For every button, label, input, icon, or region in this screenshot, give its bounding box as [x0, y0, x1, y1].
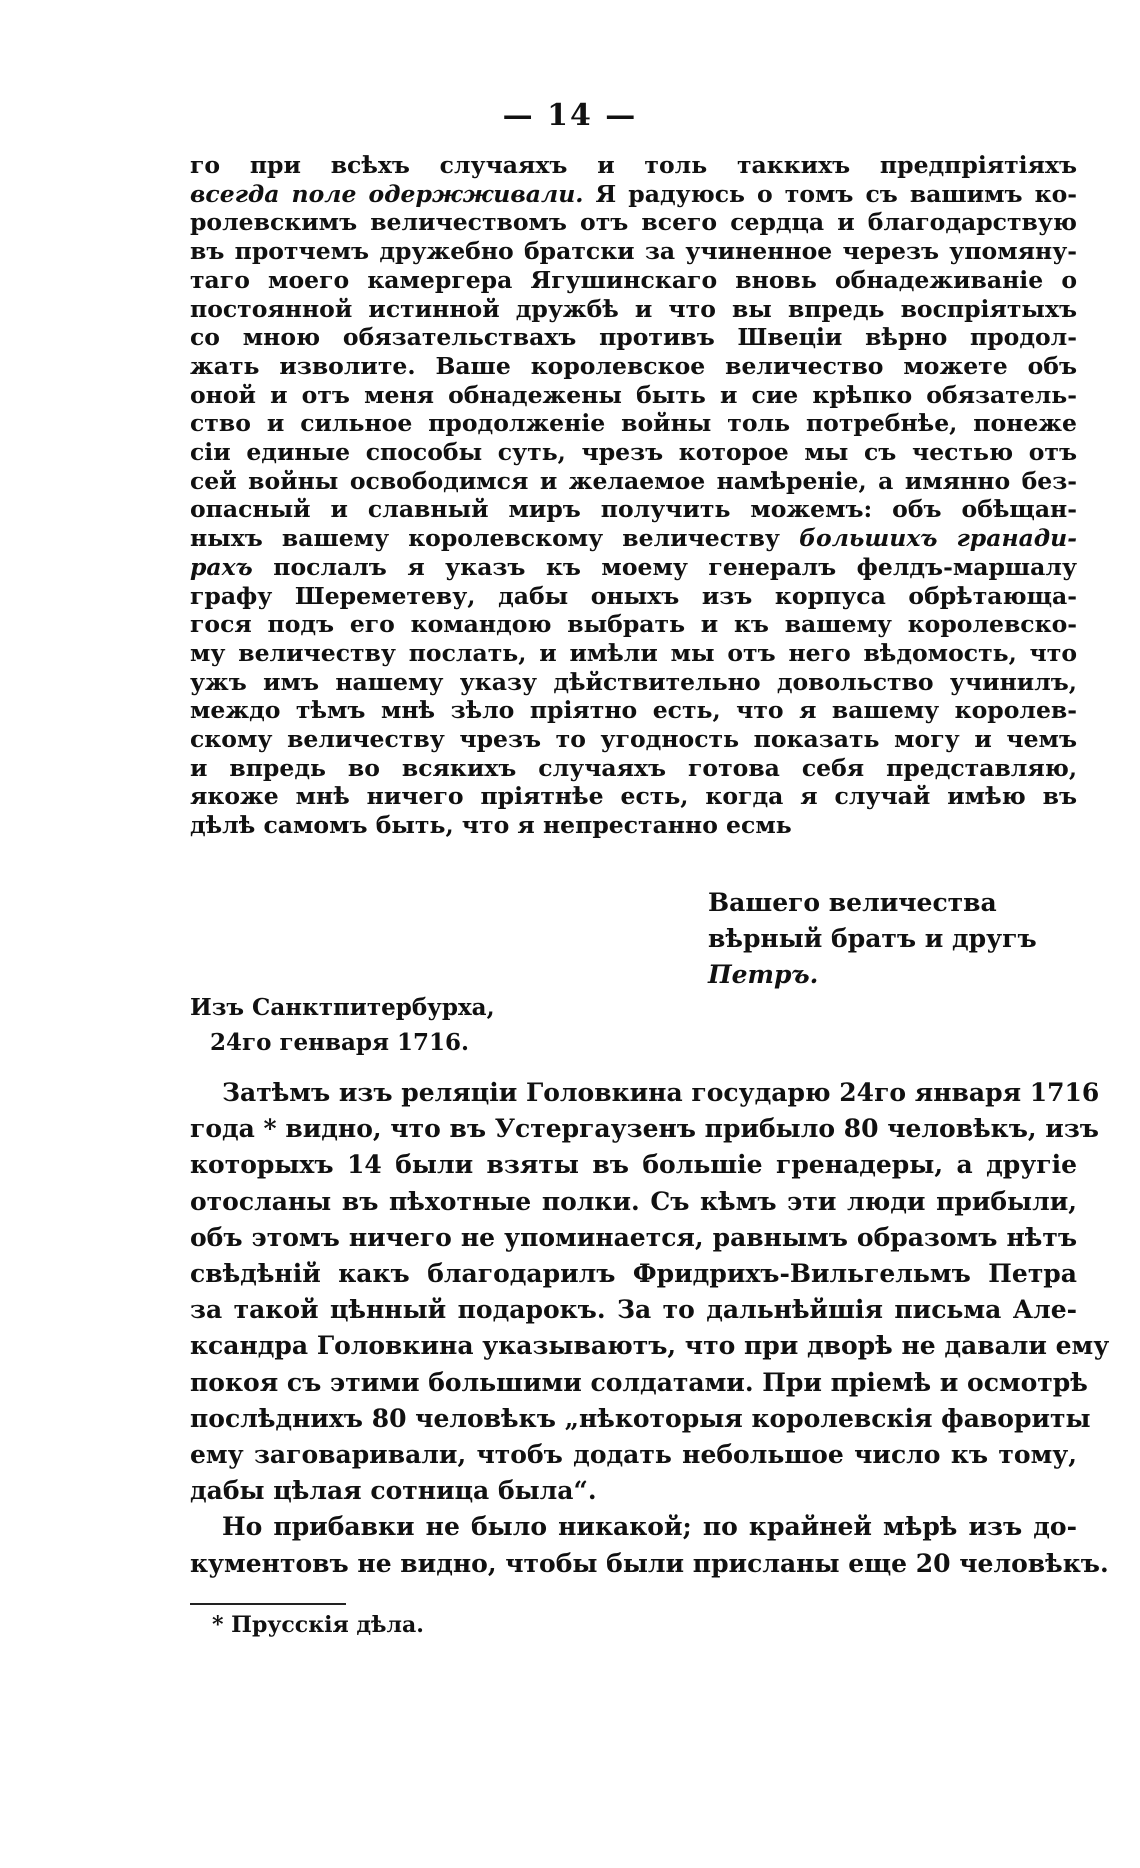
letter-line	[190, 208, 1077, 237]
narrative-line: ксандра Головкина указываютъ, что при дворѣ не давали ему	[190, 1331, 1110, 1361]
closing-salutation: Вашего величества	[708, 888, 997, 917]
text-run: графу Шереметеву, дабы оныхъ изъ корпуса обрѣтающа-	[190, 581, 1077, 610]
narrative-line: покоя съ этими большими солдатами. При пріемѣ и осмотрѣ	[190, 1367, 1088, 1397]
text-run: ство и сильное продолженіе войны толь потребнѣе, понеже	[190, 409, 1077, 438]
text-run: сей войны освободимся и желаемое намѣреніе, а имянно без-	[190, 466, 1077, 495]
narrative-line: объ этомъ ничего не упоминается, равнымъ образомъ нѣтъ	[190, 1222, 1077, 1252]
letter-line	[190, 639, 1077, 668]
letter-line	[190, 668, 1077, 697]
text-run: сіи единые способы суть, чрезъ которое мы съ честью отъ	[190, 438, 1077, 467]
narrative-line: за такой цѣнный подарокъ. За то дальнѣйшія письма Але-	[190, 1295, 1077, 1325]
letter-line	[190, 352, 1077, 381]
text-run: опасный и славный миръ получить можемъ: объ обѣщан-	[190, 495, 1077, 524]
narrative-line: Но прибавки не было никакой; по крайней мѣрѣ изъ до-	[222, 1512, 1077, 1542]
text-run: междо тѣмъ мнѣ зѣло пріятно есть, что я вашему королев-	[190, 696, 1077, 725]
text-run: Я радуюсь о томъ съ вашимъ ко-	[583, 179, 1077, 208]
letter-line	[190, 180, 1077, 209]
letter-line	[190, 438, 1077, 467]
letter-line	[190, 610, 1077, 639]
letter-place: Изъ Санктпитербурха,	[190, 994, 495, 1021]
text-run: ужъ имъ нашему указу дѣйствительно довольство учинилъ,	[190, 667, 1077, 696]
letter-line	[190, 582, 1077, 611]
text-run: жать изволите. Ваше королевское величество можете объ	[190, 351, 1077, 380]
text-run: гося подъ его командою выбрать и къ вашему королевско-	[190, 610, 1077, 639]
text-run: дѣлѣ самомъ быть, что я непрестанно есмь	[190, 811, 792, 840]
text-run: постоянной истинной дружбѣ и что вы впредь воспріятыхъ	[190, 294, 1077, 323]
italic-text: всегда поле одержживали.	[190, 179, 584, 208]
signature: Петръ.	[708, 960, 819, 989]
text-run: ныхъ вашему королевскому величеству	[190, 524, 800, 553]
text-run: послалъ я указъ къ моему генералъ фелдъ-маршалу	[252, 552, 1077, 581]
text-run: таго моего камергера Ягушинскаго вновь обнадеживаніе о	[190, 265, 1077, 294]
letter-body	[190, 151, 1077, 840]
letter-line	[190, 237, 1077, 266]
text-run: въ протчемъ дружебно братски за учиненное черезъ упомяну-	[190, 237, 1077, 266]
letter-line	[190, 553, 1077, 582]
narrative-line: которыхъ 14 были взяты въ большіе гренадеры, а другіе	[190, 1150, 1077, 1180]
text-run: скому величеству чрезъ то угодность показать могу и чемъ	[190, 725, 1077, 754]
letter-date: 24го генваря 1716.	[210, 1029, 469, 1056]
letter-line	[190, 295, 1077, 324]
text-run: оной и отъ меня обнадежены быть и сие крѣпко обязатель-	[190, 380, 1077, 409]
letter-line	[190, 409, 1077, 438]
place-date	[190, 990, 495, 1060]
closing-brother-friend: вѣрный братъ и другъ	[708, 924, 1037, 953]
letter-line	[190, 381, 1077, 410]
letter-line	[190, 524, 1077, 553]
letter-line	[190, 696, 1077, 725]
letter-line	[190, 754, 1077, 783]
text-run: якоже мнѣ ничего пріятнѣе есть, когда я случай имѣю въ	[190, 782, 1077, 811]
text-run: го при всѣхъ случаяхъ и толь таккихъ предпріятіяхъ	[190, 151, 1077, 179]
footnote-rule	[190, 1603, 346, 1605]
narrative-line: кументовъ не видно, чтобы были присланы еще 20 человѣкъ.	[190, 1548, 1109, 1578]
narrative-line: свѣдѣній какъ благодарилъ Фридрихъ-Вильгельмъ Петра	[190, 1259, 1077, 1289]
letter-line	[190, 151, 1077, 180]
narrative-line: отосланы въ пѣхотные полки. Съ кѣмъ эти люди прибыли,	[190, 1186, 1077, 1216]
text-run: му величеству послать, и имѣли мы отъ него вѣдомость, что	[190, 638, 1077, 667]
page-number: — 14 —	[502, 98, 638, 133]
italic-text: большихъ гранади-	[799, 524, 1077, 553]
narrative-line: ему заговаривали, чтобъ додать небольшое число къ тому,	[190, 1440, 1077, 1470]
text-run: со мною обязательствахъ противъ Швеціи вѣрно продол-	[190, 323, 1077, 352]
narrative-line: послѣднихъ 80 человѣкъ „нѣкоторыя королевскія фавориты	[190, 1403, 1091, 1433]
letter-line	[190, 495, 1077, 524]
letter-line	[190, 782, 1077, 811]
narrative-line: года * видно, что въ Устергаузенъ прибыло 80 человѣкъ, изъ	[190, 1114, 1099, 1144]
italic-text: рахъ	[190, 552, 253, 581]
letter-line	[190, 323, 1077, 352]
letter-closing	[708, 885, 1037, 993]
letter-line	[190, 811, 1077, 840]
narrative-line: дабы цѣлая сотница была“.	[190, 1476, 597, 1506]
narrative-line: Затѣмъ изъ реляціи Головкина государю 24го января 1716	[222, 1078, 1100, 1107]
letter-line	[190, 467, 1077, 496]
text-run: ролевскимъ величествомъ отъ всего сердца и благодарствую	[190, 208, 1077, 237]
footnote: * Прусскія дѣла.	[212, 1612, 424, 1638]
letter-line	[190, 725, 1077, 754]
letter-line	[190, 266, 1077, 295]
narrative-body	[190, 1075, 1110, 1582]
text-run: и впредь во всякихъ случаяхъ готова себя представляю,	[190, 753, 1077, 782]
